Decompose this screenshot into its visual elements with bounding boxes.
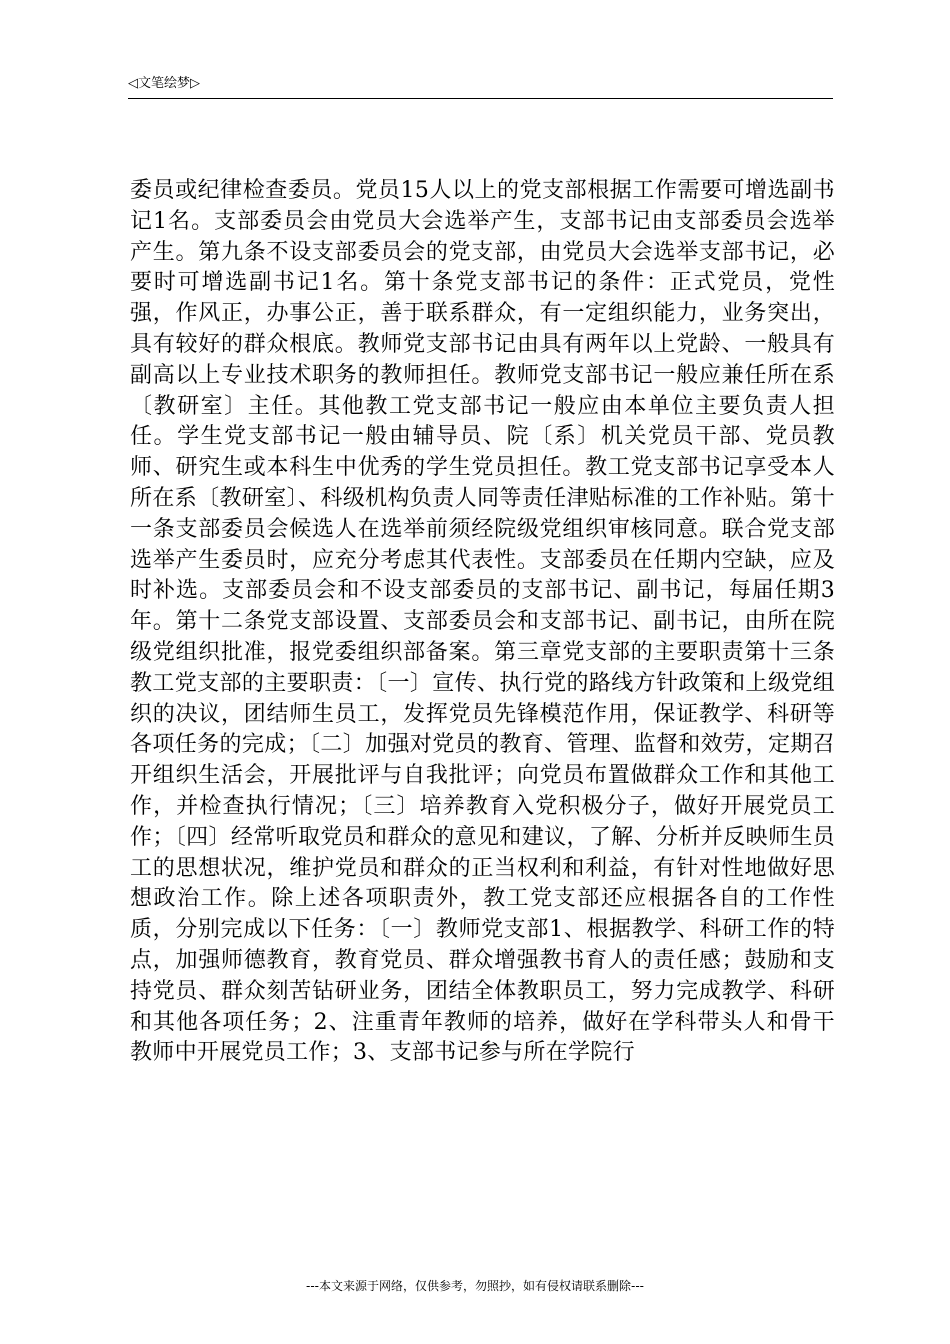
header-title: ◁文笔绘梦▷	[128, 76, 200, 91]
page-header	[128, 74, 833, 99]
page-footer: ---本文来源于网络，仅供参考，勿照抄，如有侵权请联系删除---	[306, 1279, 644, 1293]
document-body-text: 委员或纪律检查委员。党员15人以上的党支部根据工作需要可增选副书记1名。支部委员会由党员大会选举产生，支部书记由支部委员会选举产生。第九条不设支部委员会的党支部，由党员大会选举支部书记，必要时可增选副书记1名。第十条党支部书记的条件：正式党员，党性强，作风正，办事公正，善于联系群众，有一定组织能力，业务突出，具有较好的群众根底。教师党支部书记由具有两年以上党龄、一般具有副高以上专业技术职务的教师担任。教师党支部书记一般应兼任所在系〔教研室〕主任。其他教工党支部书记一般应由本单位主要负责人担任。学生党支部书记一般由辅导员、院〔系〕机关党员干部、党员教师、研究生或本科生中优秀的学生党员担任。教工党支部书记享受本人所在系〔教研室〕、科级机构负责人同等责任津贴标准的工作补贴。第十一条支部委员会候选人在选举前须经院级党组织审核同意。联合党支部选举产生委员时，应充分考虑其代表性。支部委员在任期内空缺，应及时补选。支部委员会和不设支部委员的支部书记、副书记，每届任期3年。第十二条党支部设置、支部委员会和支部书记、副书记，由所在院级党组织批准，报党委组织部备案。第三章党支部的主要职责第十三条教工党支部的主要职责：〔一〕宣传、执行党的路线方针政策和上级党组织的决议，团结师生员工，发挥党员先锋模范作用，保证教学、科研等各项任务的完成；〔二〕加强对党员的教育、管理、监督和效劳，定期召开组织生活会，开展批评与自我批评；向党员布置做群众工作和其他工作，并检查执行情况；〔三〕培养教育入党积极分子，做好开展党员工作；〔四〕经常听取党员和群众的意见和建议，了解、分析并反映师生员工的思想状况，维护党员和群众的正当权利和利益，有针对性地做好思想政治工作。除上述各项职责外，教工党支部还应根据各自的工作性质，分别完成以下任务：〔一〕教师党支部1、根据教学、科研工作的特点，加强师德教育，教育党员、群众增强教书育人的责任感；鼓励和支持党员、群众刻苦钻研业务，团结全体教职员工，努力完成教学、科研和其他各项任务；2、注重青年教师的培养，做好在学科带头人和骨干教师中开展党员工作；3、支部书记参与所在学院行	[130, 178, 835, 1066]
